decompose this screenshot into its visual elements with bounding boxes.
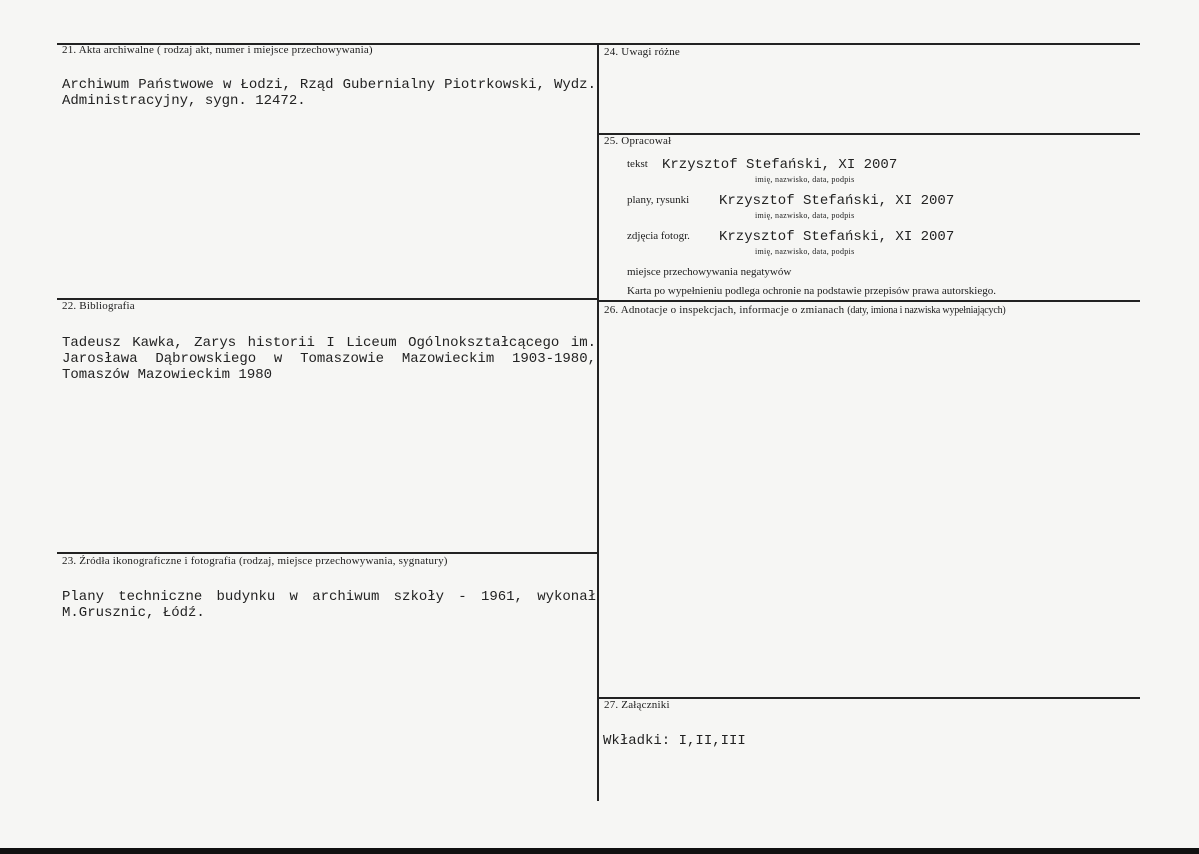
author-row-photos-caption: imię, nazwisko, data, podpis [755,247,855,256]
section-27-text: Wkładki: I,II,III [603,733,746,749]
author-row-plans-value: Krzysztof Stefański, XI 2007 [719,193,955,209]
top-rule-right [599,43,1140,45]
author-row-text-label: tekst [627,158,648,170]
section-27-label: 27. Załączniki [604,699,670,711]
section-21-label: 21. Akta archiwalne ( rodzaj akt, numer i miejsce przechowywania) [62,44,373,56]
section-25-label: 25. Opracował [604,135,672,147]
center-divider [597,43,599,801]
section-21-text: Archiwum Państwowe w Łodzi, Rząd Gubernialny Piotrkowski, Wydz. Administracyjny, sygn. 12472. [62,77,596,109]
rule-above-23 [57,552,599,554]
rule-under-24 [599,133,1140,135]
author-row-photos-value: Krzysztof Stefański, XI 2007 [719,229,955,245]
author-row-photos-label: zdjęcia fotogr. [627,230,690,242]
author-row-text-value: Krzysztof Stefański, XI 2007 [662,157,898,173]
negatives-location-label: miejsce przechowywania negatywów [627,266,792,278]
section-26-label-main: 26. Adnotacje o inspekcjach, informacje o zmianach [604,304,845,316]
author-row-text-caption: imię, nazwisko, data, podpis [755,175,855,184]
section-23-text: Plany techniczne budynku w archiwum szkoły - 1961, wykonał M.Grusznic, Łódź. [62,589,596,621]
section-22-label: 22. Bibliografia [62,300,135,312]
copyright-notice: Karta po wypełnieniu podlega ochronie na podstawie przepisów prawa autorskiego. [627,285,996,297]
section-26-label-note: (daty, imiona i nazwiska wypełniających) [847,305,1006,316]
page-bottom-edge [0,848,1199,854]
section-26-label [604,304,1006,316]
section-23-label: 23. Źródła ikonograficzne i fotografia (rodzaj, miejsce przechowywania, sygnatury) [62,555,448,567]
author-row-plans-label: plany, rysunki [627,194,690,206]
section-22-text: Tadeusz Kawka, Zarys historii I Liceum Ogólnokształcącego im. Jarosława Dąbrowskiego w Tomaszowie Mazowieckim 1903-1980, Tomaszów Mazowieckim 1980 [62,335,596,383]
rule-above-27 [599,697,1140,699]
rule-above-22 [57,298,599,300]
rule-above-26 [599,300,1140,302]
author-row-plans-caption: imię, nazwisko, data, podpis [755,211,855,220]
section-24-label: 24. Uwagi różne [604,46,681,58]
